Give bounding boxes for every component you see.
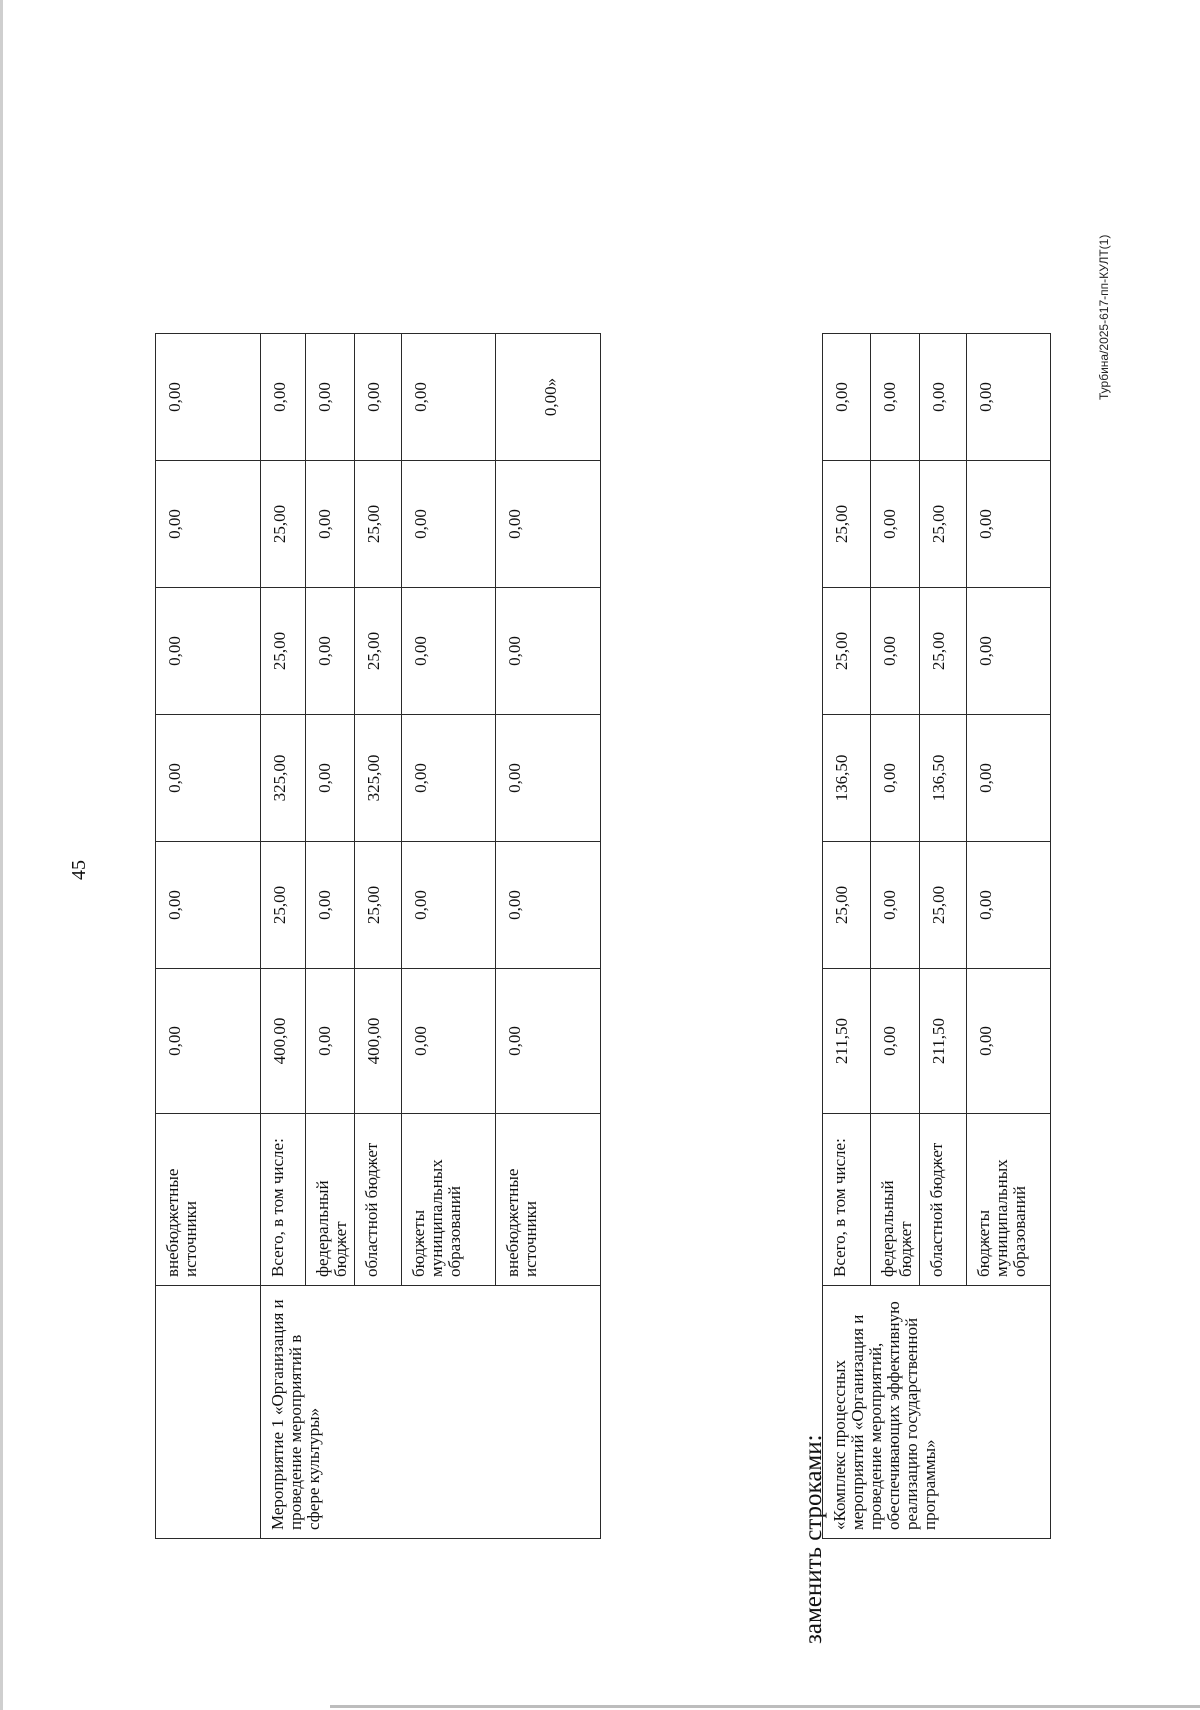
value-cell: 0,00 xyxy=(156,461,261,588)
value-cell: 0,00 xyxy=(306,969,355,1114)
value-cell: 0,00 xyxy=(496,969,601,1114)
value-cell: 0,00 xyxy=(306,461,355,588)
value-cell: 0,00 xyxy=(871,969,920,1114)
value-cell: 0,00 xyxy=(402,969,496,1114)
value-cell: 25,00 xyxy=(823,842,871,969)
value-cell: 25,00 xyxy=(355,588,402,715)
value-cell: 136,50 xyxy=(823,715,871,842)
value-cell: 0,00 xyxy=(871,461,920,588)
value-cell: 0,00 xyxy=(823,334,871,461)
value-cell: 25,00 xyxy=(823,588,871,715)
value-cell: 0,00 xyxy=(402,715,496,842)
value-cell: 0,00 xyxy=(967,715,1051,842)
funding-source-cell: областной бюджет xyxy=(920,1114,967,1286)
value-cell: 25,00 xyxy=(920,588,967,715)
value-cell: 0,00 xyxy=(920,334,967,461)
replace-instruction: заменить строками: xyxy=(800,1434,827,1644)
value-cell: 0,00 xyxy=(967,842,1051,969)
page-number: 45 xyxy=(68,860,90,880)
value-cell: 0,00 xyxy=(871,334,920,461)
value-cell: 0,00 xyxy=(871,588,920,715)
funding-source-cell: внебюджетные источники xyxy=(156,1114,261,1286)
value-cell: 0,00 xyxy=(306,715,355,842)
value-cell: 0,00 xyxy=(306,334,355,461)
value-cell: 25,00 xyxy=(823,461,871,588)
value-cell: 136,50 xyxy=(920,715,967,842)
value-cell: 25,00 xyxy=(261,842,306,969)
value-cell: 0,00 xyxy=(261,334,306,461)
value-cell: 25,00 xyxy=(355,461,402,588)
value-cell: 0,00» xyxy=(496,334,601,461)
value-cell: 0,00 xyxy=(402,334,496,461)
funding-source-cell: внебюджетные источники xyxy=(496,1114,601,1286)
value-cell: 25,00 xyxy=(920,842,967,969)
value-cell: 325,00 xyxy=(355,715,402,842)
funding-table-bottom xyxy=(822,333,1051,1539)
value-cell: 211,50 xyxy=(823,969,871,1114)
funding-source-cell: Всего, в том числе: xyxy=(823,1114,871,1286)
activity-name-cell: Мероприятие 1 «Организация и проведение мероприятий в сфере культуры» xyxy=(261,1286,601,1539)
value-cell: 0,00 xyxy=(402,588,496,715)
value-cell: 0,00 xyxy=(402,461,496,588)
value-cell: 0,00 xyxy=(496,842,601,969)
value-cell: 0,00 xyxy=(967,334,1051,461)
funding-source-cell: областной бюджет xyxy=(355,1114,402,1286)
funding-source-cell: бюджеты муниципальных образований xyxy=(967,1114,1051,1286)
funding-source-cell: федеральный бюджет xyxy=(306,1114,355,1286)
value-cell: 0,00 xyxy=(496,588,601,715)
funding-source-cell: федеральный бюджет xyxy=(871,1114,920,1286)
funding-source-cell: бюджеты муниципальных образований xyxy=(402,1114,496,1286)
value-cell: 0,00 xyxy=(156,715,261,842)
table-row xyxy=(156,334,261,1539)
value-cell: 0,00 xyxy=(355,334,402,461)
value-cell: 0,00 xyxy=(967,461,1051,588)
value-cell: 211,50 xyxy=(920,969,967,1114)
value-cell: 25,00 xyxy=(920,461,967,588)
value-cell: 0,00 xyxy=(871,715,920,842)
value-cell: 400,00 xyxy=(261,969,306,1114)
value-cell: 325,00 xyxy=(261,715,306,842)
value-cell: 400,00 xyxy=(355,969,402,1114)
value-cell: 0,00 xyxy=(967,969,1051,1114)
document-code: Турбина/2025-617-пп-КУЛТ(1) xyxy=(1097,234,1111,400)
value-cell: 0,00 xyxy=(871,842,920,969)
value-cell: 0,00 xyxy=(156,334,261,461)
table-row xyxy=(261,334,306,1539)
funding-source-cell: Всего, в том числе: xyxy=(261,1114,306,1286)
value-cell: 25,00 xyxy=(261,461,306,588)
activity-name-cell xyxy=(156,1286,261,1539)
value-cell: 0,00 xyxy=(156,969,261,1114)
value-cell: 0,00 xyxy=(156,842,261,969)
value-cell: 0,00 xyxy=(306,588,355,715)
value-cell: 25,00 xyxy=(261,588,306,715)
activity-name-cell: «Комплекс процессных мероприятий «Организация и проведение мероприятий, обеспечивающих эффективную реализацию государственной программы» xyxy=(823,1286,1051,1539)
value-cell: 25,00 xyxy=(355,842,402,969)
table-row xyxy=(823,334,871,1539)
value-cell: 0,00 xyxy=(402,842,496,969)
value-cell: 0,00 xyxy=(496,461,601,588)
value-cell: 0,00 xyxy=(496,715,601,842)
funding-table-top xyxy=(155,333,601,1539)
value-cell: 0,00 xyxy=(156,588,261,715)
value-cell: 0,00 xyxy=(967,588,1051,715)
value-cell: 0,00 xyxy=(306,842,355,969)
